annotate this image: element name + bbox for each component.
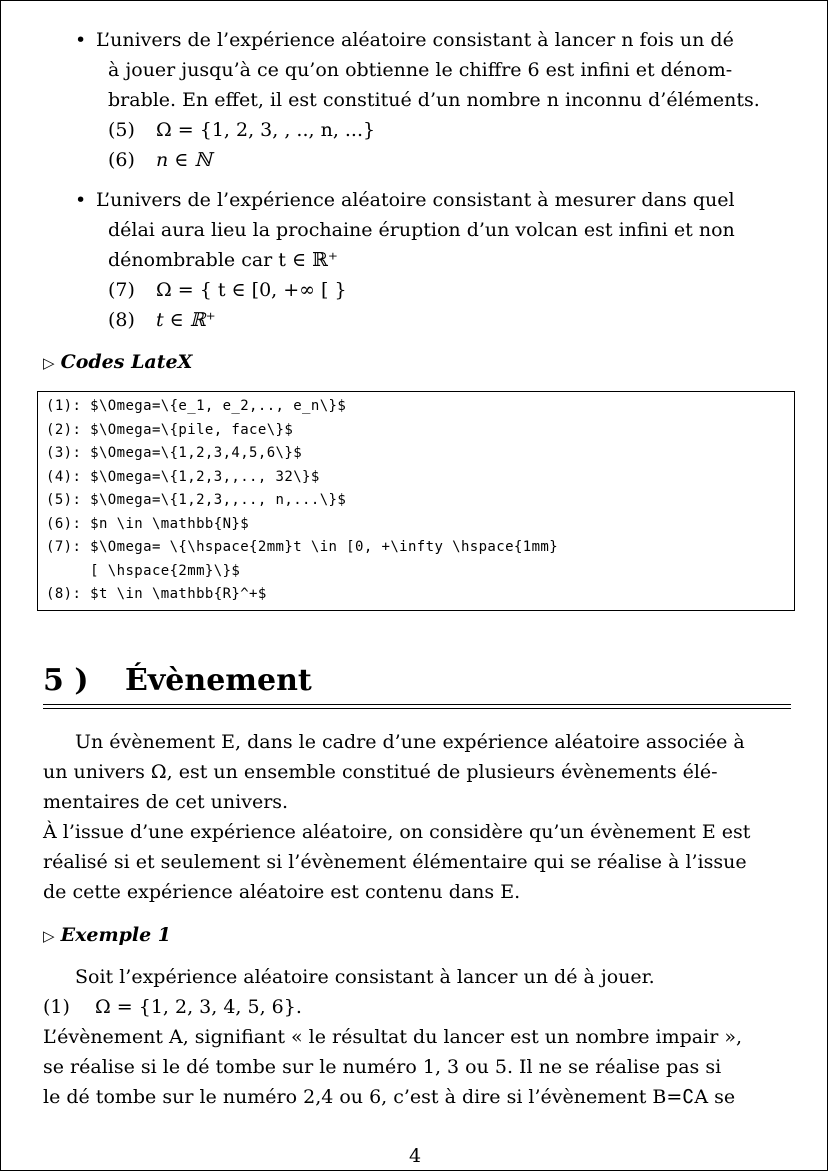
equation-number: (6): [108, 149, 135, 171]
section-rule-top: [43, 704, 791, 705]
section-title: Évènement: [125, 663, 312, 698]
bullet-text: [96, 25, 789, 175]
equation-6: [96, 145, 789, 175]
code-line-7-cont: [ \hspace{2mm}\}$: [46, 562, 241, 579]
bullet-line: dénombrable car t ∈ ℝ⁺: [108, 249, 338, 271]
bullet-item-1: [41, 25, 789, 175]
triangle-right-icon: ▷: [43, 927, 55, 945]
example-heading: [43, 920, 171, 951]
code-line-3: (3): $\Omega=\{1,2,3,4,5,6\}$: [46, 445, 303, 461]
example-line: le dé tombe sur le numéro 2,4 ou 6, c’est à dire si l’évènement B=∁A se: [43, 1086, 736, 1108]
page-number: 4: [408, 1145, 422, 1167]
code-line-1: (1): $\Omega=\{e_1, e_2,.., e_n\}$: [46, 398, 347, 414]
bullet-item-2: [41, 185, 789, 335]
equation-number: (7): [108, 279, 135, 301]
latex-code-block: [37, 391, 795, 611]
paragraph-line: de cette expérience aléatoire est contenu dans E.: [43, 881, 521, 903]
bullet-dot: •: [75, 29, 87, 51]
paragraph-line: mentaires de cet univers.: [43, 791, 289, 813]
equation-expr: n ∈ ℕ: [156, 149, 212, 171]
paragraph-line: À l’issue d’une expérience aléatoire, on considère qu’un évènement E est: [43, 821, 751, 843]
paragraph-line: réalisé si et seulement si l’évènement élémentaire qui se réalise à l’issue: [43, 851, 747, 873]
example-line: se réalise si le dé tombe sur le numéro 1, 3 ou 5. Il ne se réalise pas si: [43, 1056, 722, 1078]
equation-number: (5): [108, 119, 135, 141]
code-line-7: (7): $\Omega= \{\hspace{2mm}t \in [0, +\infty \hspace{1mm}: [46, 539, 559, 555]
example-title: Exemple 1: [60, 924, 172, 946]
paragraph-line: Un évènement E, dans le cadre d’une expérience aléatoire associée à: [75, 731, 745, 753]
code-line-6: (6): $n \in \mathbb{N}$: [46, 515, 250, 532]
section-number: 5 ): [43, 663, 89, 698]
bullet-line: L’univers de l’expérience aléatoire consistant à mesurer dans quel: [96, 189, 735, 211]
equation-expr: Ω = { t ∈ [0, +∞ [ }: [156, 279, 347, 301]
bullet-dot: •: [75, 189, 87, 211]
equation-expr: Ω = {1, 2, 3, 4, 5, 6}.: [95, 996, 302, 1018]
equation-7: [96, 275, 789, 305]
code-line-4: (4): $\Omega=\{1,2,3,,.., 32\}$: [46, 468, 320, 485]
equation-number: (1): [43, 996, 70, 1018]
section-heading: [43, 661, 791, 701]
bullet-line: à jouer jusqu’à ce qu’on obtienne le chiffre 6 est infini et dénom-: [108, 59, 733, 81]
bullet-line: délai aura lieu la prochaine éruption d’un volcan est infini et non: [108, 219, 735, 241]
triangle-right-icon: ▷: [43, 354, 55, 372]
example-body: [43, 962, 791, 1112]
equation-8: [96, 305, 789, 335]
bullet-line: brable. En effet, il est constitué d’un nombre n inconnu d’éléments.: [108, 89, 760, 111]
codes-latex-heading: [43, 347, 192, 378]
equation-expr: t ∈ ℝ⁺: [156, 309, 216, 331]
bullet-text: [96, 185, 789, 335]
code-line-8: (8): $t \in \mathbb{R}^+$: [46, 586, 267, 602]
code-line-2: (2): $\Omega=\{pile, face\}$: [46, 421, 294, 438]
section-rule-bottom: [43, 708, 791, 709]
codes-latex-title: Codes LateX: [60, 351, 193, 373]
example-intro: Soit l’expérience aléatoire consistant à lancer un dé à jouer.: [75, 966, 655, 988]
equation-expr: Ω = {1, 2, 3, , .., n, ...}: [156, 119, 376, 141]
equation-number: (8): [108, 309, 135, 331]
bullet-line: L’univers de l’expérience aléatoire consistant à lancer n fois un dé: [96, 29, 734, 51]
example-equation: [43, 992, 791, 1022]
code-line-5: (5): $\Omega=\{1,2,3,,.., n,...\}$: [46, 492, 347, 508]
equation-5: [96, 115, 789, 145]
paragraph-line: un univers Ω, est un ensemble constitué de plusieurs évènements élé-: [43, 761, 718, 783]
example-line: L’évènement A, signifiant « le résultat du lancer est un nombre impair »,: [43, 1026, 742, 1048]
paragraph-definition: [43, 727, 791, 907]
